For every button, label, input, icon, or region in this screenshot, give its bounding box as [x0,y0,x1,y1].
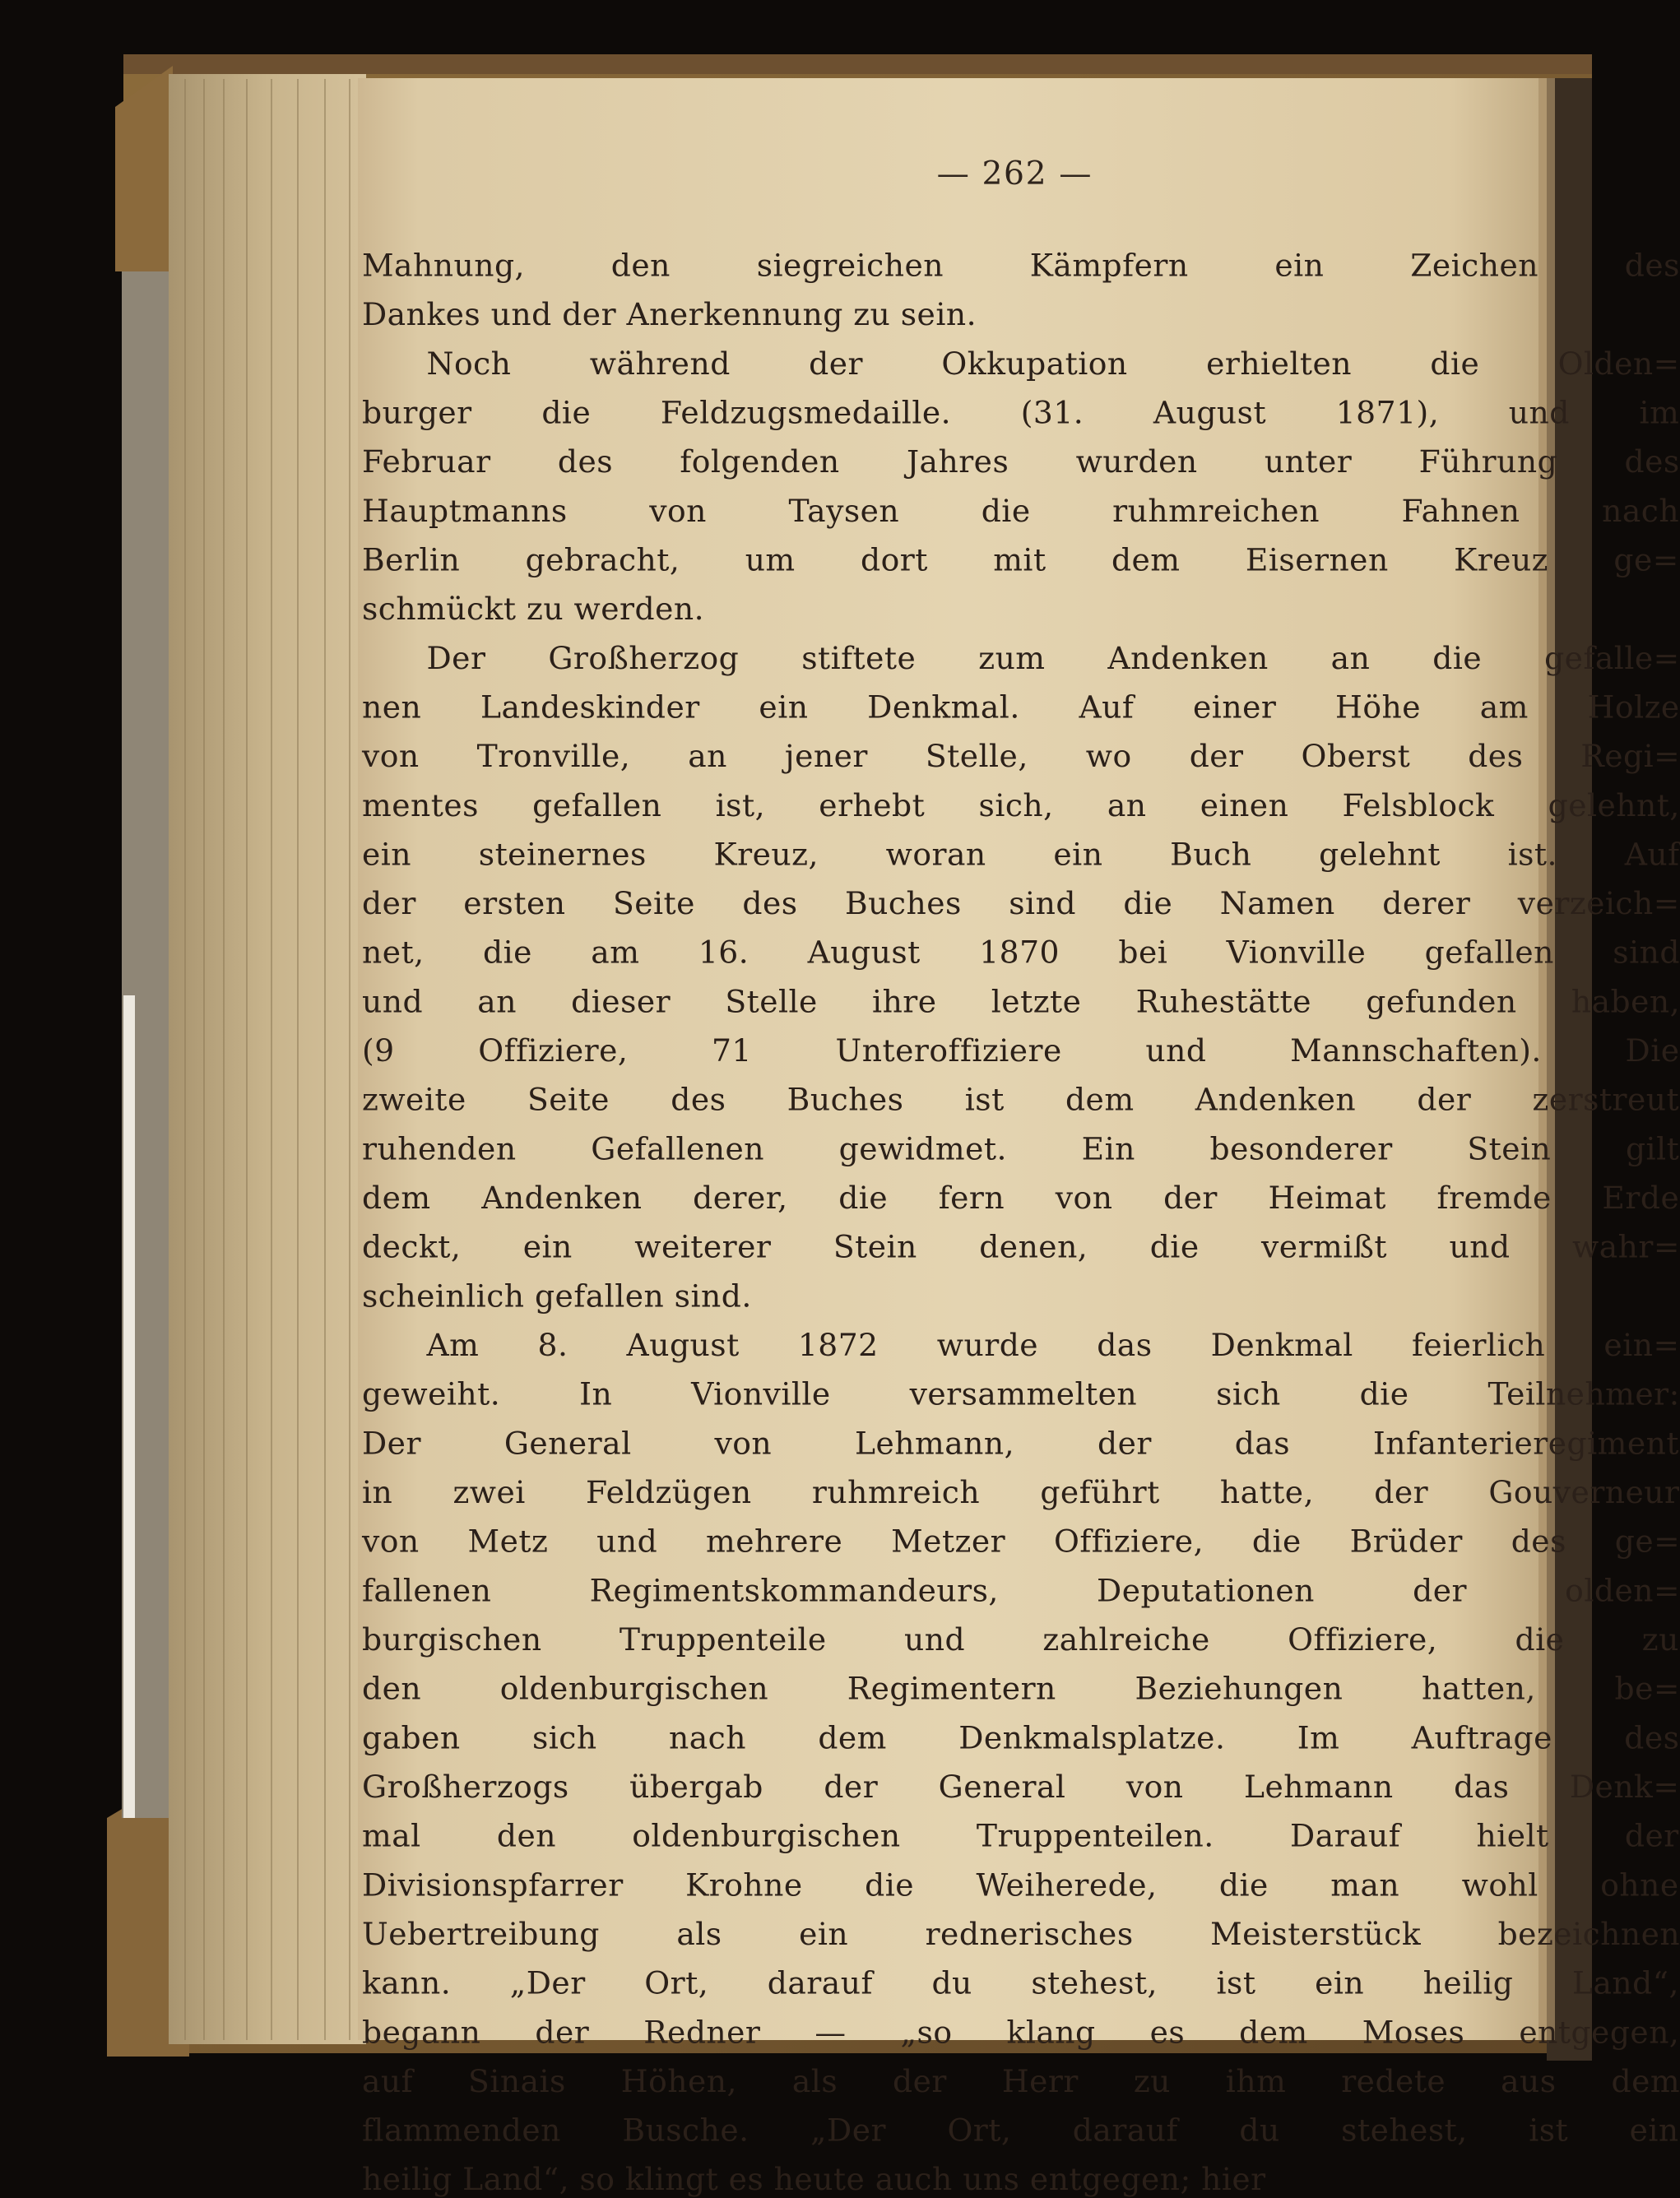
text-line: deckt, ein weiterer Stein denen, die vermißt und wahr= [362,1229,1680,1266]
page-stack [169,74,366,2044]
text-line: Der General von Lehmann, der das Infanterieregiment [362,1425,1679,1462]
text-line: burgischen Truppenteile und zahlreiche Offiziere, die zu [362,1621,1679,1658]
text-line: fallenen Regimentskommandeurs, Deputationen der olden= [362,1572,1680,1609]
text-line: von Metz und mehrere Metzer Offiziere, die Brüder des ge= [362,1523,1680,1560]
text-line: Hauptmanns von Taysen die ruhmreichen Fahnen nach [362,493,1680,530]
text-line: gaben sich nach dem Denkmalsplatze. Im Auftrage des [362,1719,1680,1756]
text-line: Uebertreibung als ein rednerisches Meisterstück bezeichnen [362,1916,1680,1953]
text-line: ruhenden Gefallenen gewidmet. Ein besonderer Stein gilt [362,1130,1680,1167]
text-line: von Tronville, an jener Stelle, wo der Oberst des Regi= [362,738,1680,775]
text-line: und an dieser Stelle ihre letzte Ruhestätte gefunden haben, [362,983,1680,1020]
text-line: Berlin gebracht, um dort mit dem Eisernen Kreuz ge= [362,541,1679,578]
text-line: auf Sinais Höhen, als der Herr zu ihm redete aus dem [362,2063,1680,2100]
text-line: ein steinernes Kreuz, woran ein Buch gelehnt ist. Auf [362,836,1680,873]
text-line: Divisionspfarrer Krohne die Weiherede, die man wohl ohne [362,1866,1679,1904]
page-text-area [362,82,1680,2198]
text-line: der ersten Seite des Buches sind die Namen derer verzeich= [362,885,1680,922]
text-line: zweite Seite des Buches ist dem Andenken der zerstreut [362,1082,1680,1119]
text-line: geweiht. In Vionville versammelten sich die Teilnehmer: [362,1376,1680,1413]
text-line: flammenden Busche. „Der Ort, darauf du stehest, ist ein [362,2112,1679,2149]
text-line: schmückt zu werden. [362,591,705,628]
text-line: net, die am 16. August 1870 bei Vionville gefallen sind [362,934,1680,971]
text-line: Am 8. August 1872 wurde das Denkmal feierlich ein= [426,1327,1680,1364]
text-line: mentes gefallen ist, erhebt sich, an einen Felsblock gelehnt, [362,787,1680,824]
text-line: den oldenburgischen Regimentern Beziehungen hatten, be= [362,1671,1680,1708]
page-number: — 262 — [936,154,1093,192]
text-line: (9 Offiziere, 71 Unteroffiziere und Mannschaften). Die [362,1032,1680,1069]
text-line: Mahnung, den siegreichen Kämpfern ein Zeichen des [362,247,1680,284]
text-line: mal den oldenburgischen Truppenteilen. Darauf hielt der [362,1818,1679,1855]
paper-scrap [123,995,135,1818]
text-line: Großherzogs übergab der General von Lehmann das Denk= [362,1769,1680,1806]
text-line: Februar des folgenden Jahres wurden unter Führung des [362,443,1680,480]
text-line: dem Andenken derer, die fern von der Heimat fremde Erde [362,1180,1680,1217]
text-line: Dankes und der Anerkennung zu sein. [362,296,977,333]
text-line: burger die Feldzugsmedaille. (31. August 1871), und im [362,394,1680,431]
text-line: Der Großherzog stiftete zum Andenken an die gefalle= [426,640,1680,677]
text-line: begann der Redner — „so klang es dem Moses entgegen, [362,2014,1680,2051]
cover-top-edge [123,54,1592,74]
text-line: heilig Land“, so klingt es heute auch uns entgegen; hier [362,2161,1266,2198]
text-line: kann. „Der Ort, darauf du stehest, ist ein heilig Land“, [362,1965,1679,2002]
text-line: scheinlich gefallen sind. [362,1278,752,1315]
text-line: in zwei Feldzügen ruhmreich geführt hatte, der Gouverneur [362,1474,1680,1511]
text-line: Noch während der Okkupation erhielten die Olden= [426,345,1680,383]
text-line: nen Landeskinder ein Denkmal. Auf einer Höhe am Holze [362,689,1680,726]
